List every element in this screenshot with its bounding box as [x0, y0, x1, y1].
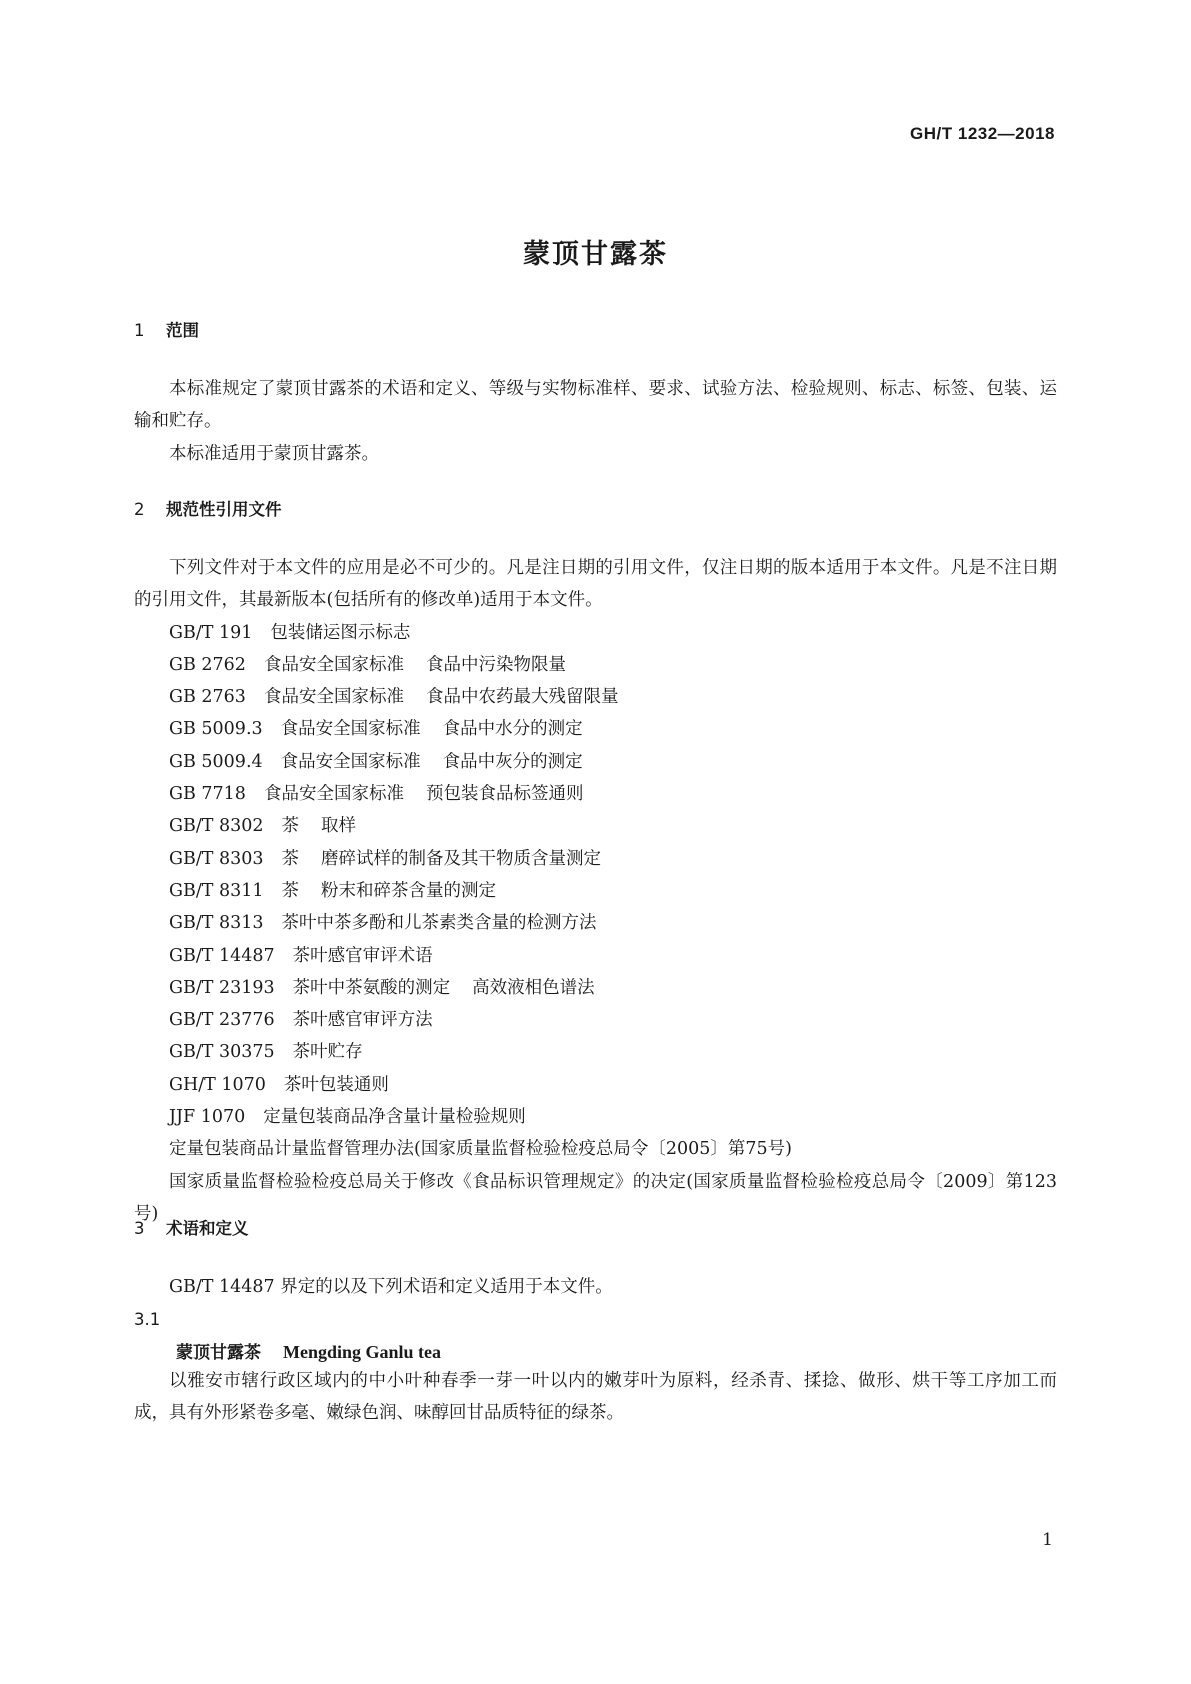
normative-refs-body	[134, 552, 1057, 1230]
section-1-heading	[134, 320, 199, 342]
reference-long-item: 定量包装商品计量监督管理办法(国家质量监督检验检疫总局令〔2005〕第75号)	[169, 1139, 792, 1160]
section-number: 2	[134, 500, 145, 519]
refs-intro: 下列文件对于本文件的应用是必不可少的。凡是注日期的引用文件，仅注日期的版本适用于本文件。凡是不注日期的引用文件，其最新版本(包括所有的修改单)适用于本文件。	[134, 558, 1057, 611]
reference-code: GB/T 8311	[169, 880, 264, 901]
reference-title: 食品安全国家标准	[280, 751, 421, 772]
terms-intro: GB/T 14487 界定的以及下列术语和定义适用于本文件。	[169, 1277, 613, 1297]
scope-body	[134, 373, 1057, 470]
section-3-heading	[134, 1218, 249, 1240]
reference-subtitle: 高效液相色谱法	[472, 977, 595, 998]
reference-code: GB 5009.3	[169, 719, 263, 740]
reference-title: 茶叶中茶氨酸的测定	[292, 977, 451, 998]
reference-code: GB/T 14487	[169, 945, 275, 966]
section-number: 3	[134, 1219, 145, 1238]
reference-code: GH/T 1070	[169, 1074, 266, 1095]
section-title: 术语和定义	[166, 1219, 249, 1238]
scope-paragraph: 本标准规定了蒙顶甘露茶的术语和定义、等级与实物标准样、要求、试验方法、检验规则、标志、标签、包装、运输和贮存。	[134, 379, 1057, 432]
reference-item	[134, 1069, 1057, 1101]
reference-long-item: 国家质量监督检验检疫总局关于修改《食品标识管理规定》的决定(国家质量监督检验检疫总局令〔2009〕第123号)	[134, 1171, 1057, 1224]
term-name	[176, 1341, 441, 1364]
reference-title: 食品安全国家标准	[263, 687, 404, 708]
reference-item	[134, 1101, 1057, 1133]
reference-subtitle: 食品中农药最大残留限量	[425, 687, 619, 708]
reference-subtitle: 粉末和碎茶含量的测定	[321, 880, 497, 901]
terms-intro-block	[134, 1271, 1057, 1303]
term-entry-number: 3.1	[134, 1310, 161, 1329]
reference-item	[134, 875, 1057, 907]
reference-title: 食品安全国家标准	[280, 719, 421, 740]
document-title: 蒙顶甘露茶	[523, 239, 668, 270]
reference-title: 茶叶中茶多酚和儿茶素类含量的检测方法	[281, 913, 597, 934]
reference-item	[134, 778, 1057, 810]
reference-subtitle: 食品中水分的测定	[442, 719, 583, 740]
reference-title: 茶叶贮存	[292, 1042, 363, 1063]
reference-code: GB/T 30375	[169, 1042, 275, 1063]
standard-code: GH/T 1232—2018	[910, 124, 1055, 143]
reference-item	[134, 907, 1057, 939]
reference-item	[134, 810, 1057, 842]
reference-item	[134, 1004, 1057, 1036]
reference-item	[134, 843, 1057, 875]
reference-list	[134, 617, 1057, 1134]
reference-item	[134, 940, 1057, 972]
reference-code: GB/T 23776	[169, 1010, 275, 1031]
reference-code: JJF 1070	[169, 1107, 246, 1128]
reference-item	[134, 649, 1057, 681]
reference-code: GB/T 191	[169, 622, 253, 643]
reference-title: 包装储运图示标志	[270, 622, 411, 643]
reference-subtitle: 食品中污染物限量	[425, 654, 566, 675]
reference-title: 茶叶感官审评方法	[292, 1010, 433, 1031]
reference-title: 茶	[281, 880, 300, 901]
reference-item	[134, 617, 1057, 649]
reference-code: GB/T 8302	[169, 816, 264, 837]
reference-title: 茶叶感官审评术语	[292, 945, 433, 966]
reference-subtitle: 预包装食品标签通则	[425, 784, 584, 805]
reference-code: GB 2762	[169, 654, 246, 675]
reference-item	[134, 972, 1057, 1004]
reference-subtitle: 磨碎试样的制备及其干物质含量测定	[321, 848, 602, 869]
reference-title: 茶	[281, 816, 300, 837]
reference-title: 食品安全国家标准	[263, 784, 404, 805]
section-title: 规范性引用文件	[166, 500, 282, 519]
section-number: 1	[134, 321, 145, 340]
section-2-heading	[134, 499, 282, 521]
term-definition: 以雅安市辖行政区域内的中小叶种春季一芽一叶以内的嫩芽叶为原料，经杀青、揉捻、做形、烘干等工序加工而成，具有外形紧卷多毫、嫩绿色润、味醇回甘品质特征的绿茶。	[134, 1371, 1057, 1424]
reference-item	[134, 681, 1057, 713]
reference-item	[134, 746, 1057, 778]
page-number: 1	[1042, 1530, 1053, 1550]
reference-code: GB/T 8313	[169, 913, 264, 934]
section-title: 范围	[166, 321, 199, 340]
term-chinese: 蒙顶甘露茶	[176, 1343, 261, 1363]
reference-code: GB/T 8303	[169, 848, 264, 869]
reference-subtitle: 取样	[321, 816, 357, 837]
reference-title: 茶	[281, 848, 300, 869]
reference-title: 定量包装商品净含量计量检验规则	[263, 1107, 526, 1128]
reference-item	[134, 713, 1057, 745]
reference-title: 茶叶包装通则	[283, 1074, 389, 1095]
reference-item	[134, 1036, 1057, 1068]
reference-code: GB 2763	[169, 687, 246, 708]
scope-paragraph: 本标准适用于蒙顶甘露茶。	[169, 443, 379, 464]
reference-code: GB 5009.4	[169, 751, 263, 772]
reference-code: GB 7718	[169, 784, 246, 805]
term-english: Mengding Ganlu tea	[283, 1342, 442, 1362]
reference-title: 食品安全国家标准	[263, 654, 404, 675]
term-definition-block	[134, 1365, 1057, 1430]
reference-code: GB/T 23193	[169, 977, 275, 998]
reference-subtitle: 食品中灰分的测定	[442, 751, 583, 772]
